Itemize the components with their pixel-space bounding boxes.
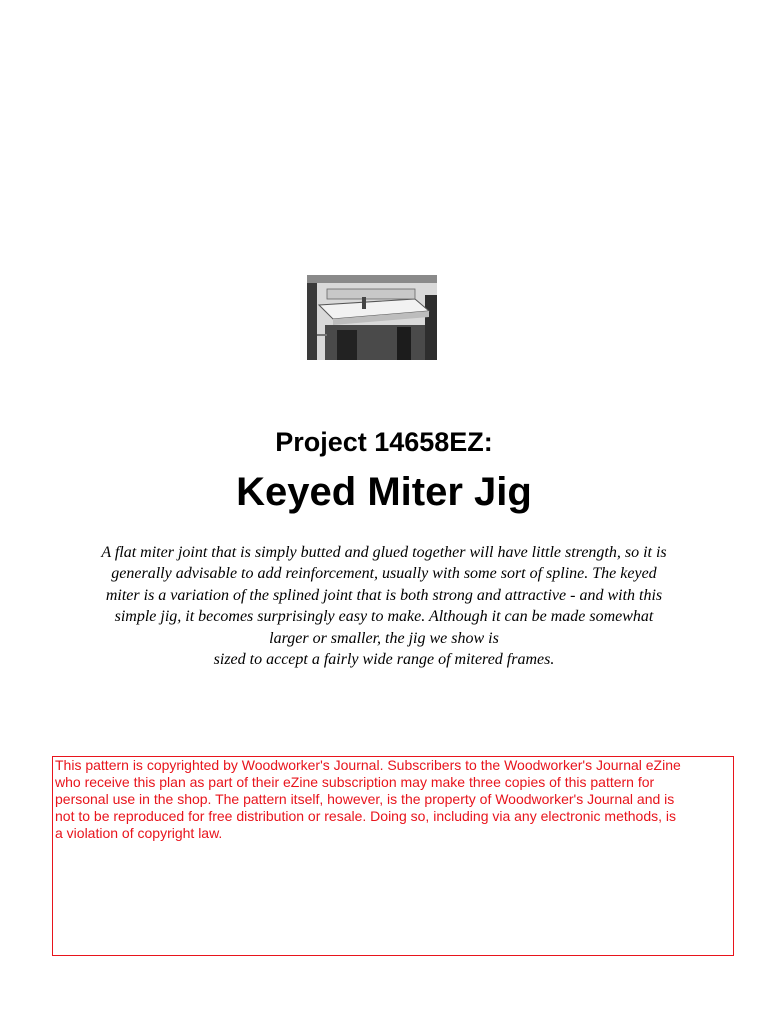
intro-paragraph — [50, 542, 718, 670]
copyright-line: a violation of copyright law. — [55, 825, 223, 841]
intro-line: larger or smaller, the jig we show is — [269, 629, 499, 647]
copyright-line: not to be reproduced for free distribution or resale. Doing so, including via any electronic methods, is — [55, 808, 677, 824]
jig-photo — [307, 275, 437, 360]
project-title: Keyed Miter Jig — [236, 470, 532, 514]
intro-line: sized to accept a fairly wide range of mitered frames. — [213, 651, 555, 669]
intro-line: generally advisable to add reinforcement, usually with some sort of spline. The keyed — [111, 565, 657, 583]
project-number: Project 14658EZ: — [275, 427, 493, 457]
intro-line: A flat miter joint that is simply butted and glued together will have little strength, so it is — [101, 544, 667, 561]
copyright-line: personal use in the shop. The pattern itself, however, is the property of Woodworker's Journal and is — [55, 791, 675, 807]
copyright-line: who receive this plan as part of their eZine subscription may make three copies of this pattern for — [55, 774, 655, 790]
copyright-notice — [52, 756, 734, 956]
intro-line: miter is a variation of the splined joint that is both strong and attractive - and with this — [105, 586, 663, 604]
intro-line: simple jig, it becomes surprisingly easy to make. Although it can be made somewhat — [114, 608, 654, 626]
jig-photo-image — [307, 275, 437, 360]
copyright-line: This pattern is copyrighted by Woodworker's Journal. Subscribers to the Woodworker's Journal eZine — [55, 757, 681, 773]
